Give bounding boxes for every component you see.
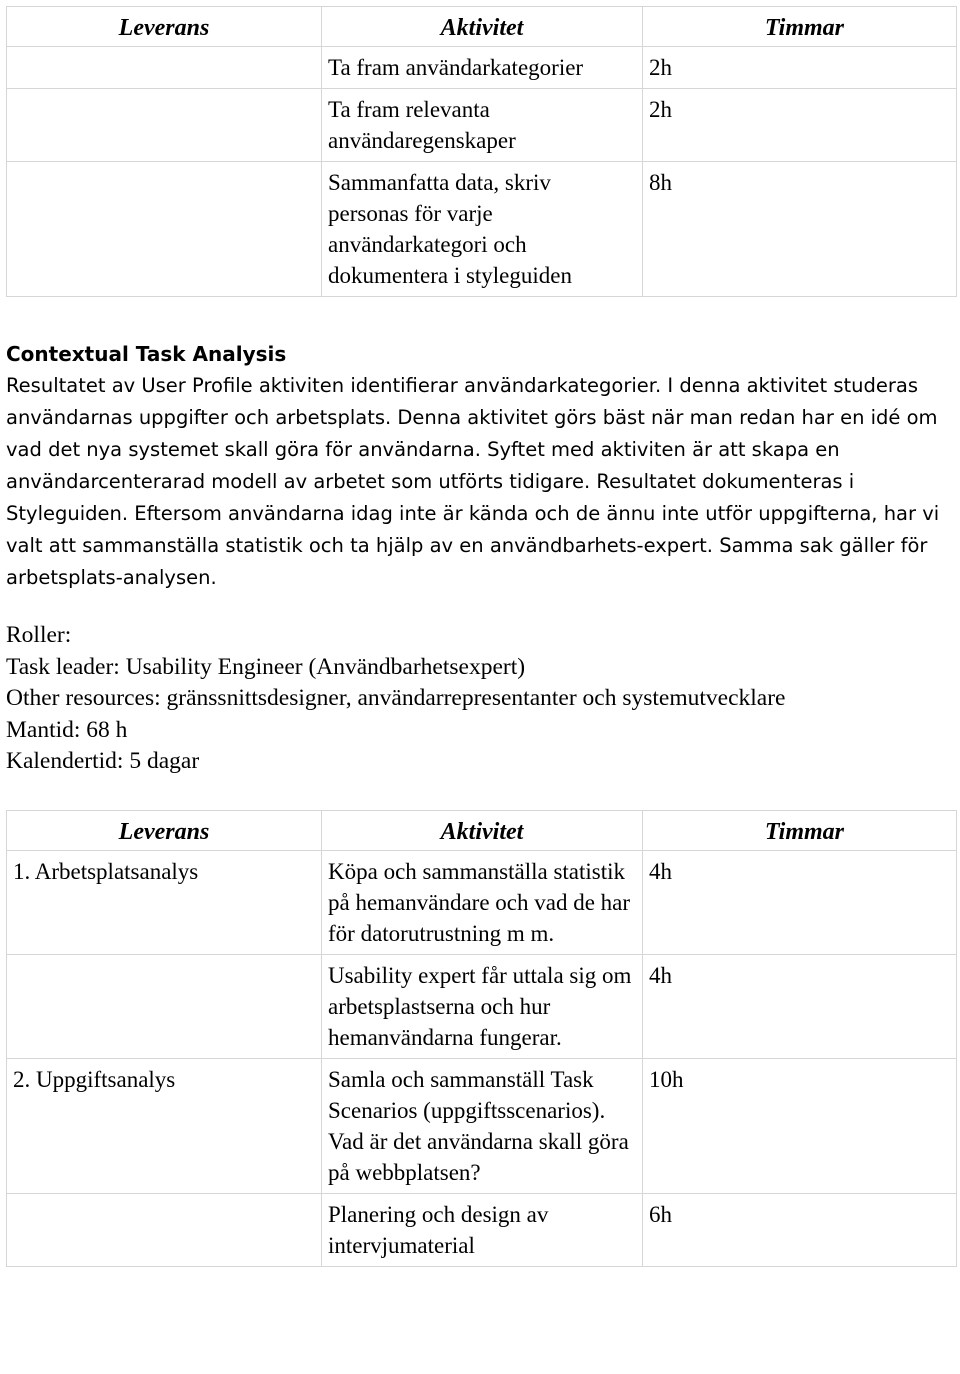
table-row [7,1194,957,1267]
cell-aktivitet: Samla och sammanställ Task Scenarios (uppgiftsscenarios). Vad är det användarna skall göra på webbplatsen? [322,1059,643,1194]
kalendertid-line: Kalendertid: 5 dagar [6,748,200,774]
table-row [7,89,957,162]
cell-timmar: 4h [643,955,957,1059]
table-row [7,851,957,955]
schedule-table-1 [6,6,957,297]
section-heading: Contextual Task Analysis [6,342,287,366]
roller-label: Roller: [6,622,72,648]
task-leader-line: Task leader: Usability Engineer (Användbarhetsexpert) [6,653,526,680]
cell-aktivitet: Usability expert får uttala sig om arbetsplastserna och hur hemanvändarna fungerar. [322,955,643,1059]
cell-timmar: 2h [643,47,957,89]
schedule-table-2 [6,810,957,1267]
cell-timmar: 6h [643,1194,957,1267]
header-timmar: Timmar [643,7,957,47]
mantid-line: Mantid: 68 h [6,716,128,743]
contextual-task-analysis-section [6,338,956,594]
cell-leverans [7,1194,322,1267]
header-timmar: Timmar [643,811,957,851]
roles-section [6,620,956,778]
table-row [7,955,957,1059]
cell-aktivitet: Ta fram relevanta användaregenskaper [322,89,643,162]
cell-leverans [7,162,322,297]
cell-leverans [7,47,322,89]
cell-timmar: 8h [643,162,957,297]
cell-leverans [7,955,322,1059]
cell-aktivitet: Sammanfatta data, skriv personas för varje användarkategori och dokumentera i styleguiden [322,162,643,297]
cell-timmar: 10h [643,1059,957,1194]
table-row [7,1059,957,1194]
header-leverans: Leverans [7,811,322,851]
header-aktivitet: Aktivitet [322,811,643,851]
header-aktivitet: Aktivitet [322,7,643,47]
cell-aktivitet: Planering och design av intervjumaterial [322,1194,643,1267]
other-resources-line: Other resources: gränssnittsdesigner, användarrepresentanter och systemutvecklare [6,685,786,711]
table-row [7,47,957,89]
table-header-row [7,7,957,47]
table-row [7,162,957,297]
cell-timmar: 4h [643,851,957,955]
section-body: Resultatet av User Profile aktiviten identifierar användarkategorier. I denna aktivitet studeras användarnas uppgifter och arbetsplats. Denna aktivitet görs bäst när man redan har en idé om vad det nya systemet skall göra för användarna. Syftet med aktiviten är att skapa en användarcenterarad modell av arbetet som utförts tidigare. Resultatet dokumenteras i Styleguiden. Eftersom användarna idag inte är kända och de ännu inte utför uppgifterna, har vi valt att sammanställa statistik och ta hjälp av en användbarhets-expert. Samma sak gäller för arbetsplats-analysen. [6,374,940,589]
cell-leverans: 2. Uppgiftsanalys [7,1059,322,1194]
header-leverans: Leverans [7,7,322,47]
cell-aktivitet: Ta fram användarkategorier [322,47,643,89]
cell-leverans [7,89,322,162]
cell-leverans: 1. Arbetsplatsanalys [7,851,322,955]
cell-timmar: 2h [643,89,957,162]
table-header-row [7,811,957,851]
cell-aktivitet: Köpa och sammanställa statistik på hemanvändare och vad de har för datorutrustning m m. [322,851,643,955]
